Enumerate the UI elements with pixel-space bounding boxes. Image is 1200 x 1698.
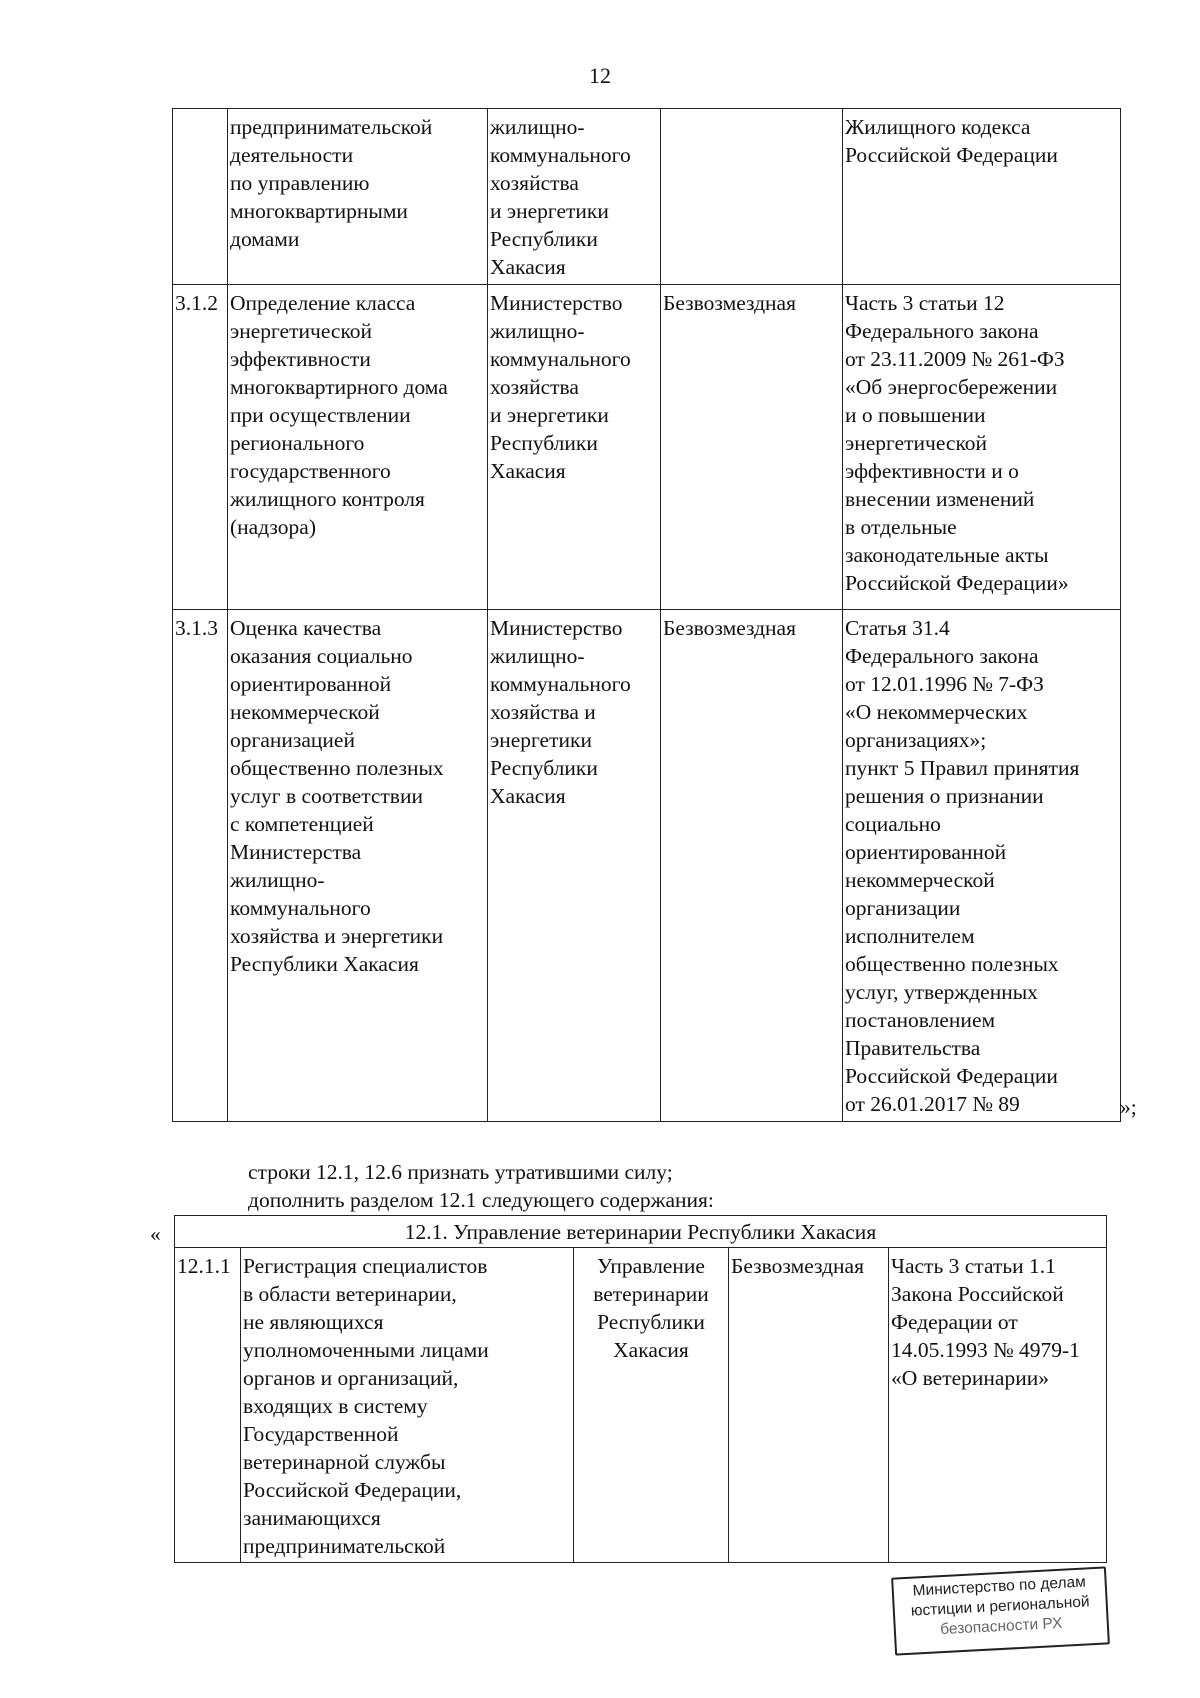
authority-name: Управление ветеринарии Республики Хакасия	[574, 1248, 729, 1563]
payment-type: Безвозмездная	[729, 1248, 889, 1563]
closing-quote-mark: »;	[1120, 1095, 1137, 1119]
row-number: 3.1.2	[173, 285, 228, 610]
paragraph: дополнить разделом 12.1 следующего содержания:	[248, 1188, 714, 1212]
authority-name: Министерство жилищно- коммунального хозяйства и энергетики Республики Хакасия	[488, 610, 661, 1122]
legal-basis: Часть 3 статьи 1.1 Закона Российской Федерации от 14.05.1993 № 4979-1 «О ветеринарии»	[889, 1248, 1107, 1563]
row-number: 3.1.3	[173, 610, 228, 1122]
section-title: 12.1. Управление ветеринарии Республики Хакасия	[175, 1216, 1107, 1248]
opening-quote-mark: «	[150, 1222, 161, 1246]
stamp-line: Министерство по делам	[912, 1573, 1087, 1600]
section-header-row	[175, 1216, 1107, 1248]
registration-stamp	[891, 1566, 1110, 1655]
service-name: Оценка качества оказания социально ориентированной некоммерческой организацией общественно полезных услуг в соответствии с компетенцией Министерства жилищно- коммунального хозяйства и энергетики Республики Хакасия	[228, 610, 488, 1122]
legal-basis: Статья 31.4 Федерального закона от 12.01.1996 № 7-ФЗ «О некоммерческих организациях»; пункт 5 Правил принятия решения о признании социально ориентированной некоммерческой организации исполнителем общественно полезных услуг, утвержденных постановлением Правительства Российской Федерации от 26.01.2017 № 89	[843, 610, 1121, 1122]
authority-name: Министерство жилищно- коммунального хозяйства и энергетики Республики Хакасия	[488, 285, 661, 610]
payment-type: Безвозмездная	[661, 610, 843, 1122]
page-number: 12	[589, 63, 611, 88]
row-number: 12.1.1	[175, 1248, 241, 1563]
service-name: предпринимательской деятельности по управлению многоквартирными домами	[228, 109, 488, 285]
legal-basis: Часть 3 статьи 12 Федерального закона от 23.11.2009 № 261-ФЗ «Об энергосбережении и о повышении энергетической эффективности и о внесении изменений в отдельные законодательные акты Российской Федерации»	[843, 285, 1121, 610]
paragraph: строки 12.1, 12.6 признать утратившими силу;	[248, 1160, 673, 1184]
table-row	[173, 285, 1121, 610]
table-row	[173, 610, 1121, 1122]
stamp-line: безопасности РХ	[939, 1614, 1063, 1639]
service-name: Определение класса энергетической эффективности многоквартирного дома при осуществлении регионального государственного жилищного контроля (надзора)	[228, 285, 488, 610]
payment-type	[661, 109, 843, 285]
row-number	[173, 109, 228, 285]
service-name: Регистрация специалистов в области ветеринарии, не являющихся уполномоченными лицами органов и организаций, входящих в систему Государственной ветеринарной службы Российской Федерации, занимающихся предпринимательской	[241, 1248, 574, 1563]
table-row	[175, 1248, 1107, 1563]
authority-name: жилищно- коммунального хозяйства и энергетики Республики Хакасия	[488, 109, 661, 285]
table-row	[173, 109, 1121, 285]
services-table-continued	[172, 108, 1121, 1122]
legal-basis: Жилищного кодекса Российской Федерации	[843, 109, 1121, 285]
stamp-line: юстиции и региональной	[910, 1593, 1091, 1620]
payment-type: Безвозмездная	[661, 285, 843, 610]
veterinary-section-table	[174, 1215, 1107, 1563]
